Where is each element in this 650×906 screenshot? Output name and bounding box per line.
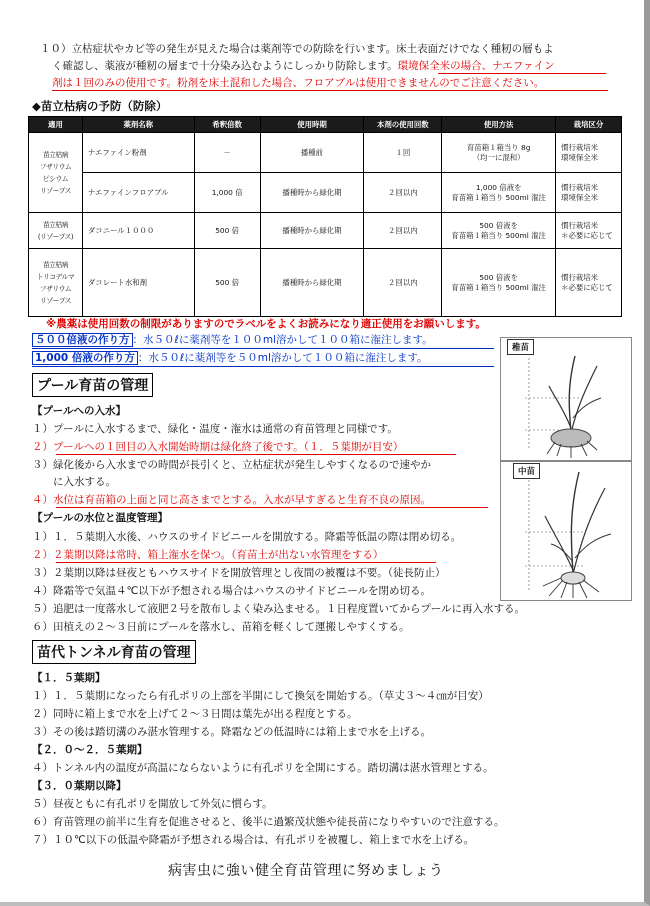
table-row [29, 173, 622, 213]
count-cell: ２回以内 [364, 213, 442, 249]
dilution-500-underline [32, 348, 494, 349]
pool-item-underline [56, 507, 488, 508]
intro-line-3: 剤は１回のみの使用です。粉剤を床土混和した場合、フロアブルは使用できませんのでご注意ください。 [52, 77, 545, 89]
dilution-cell: 500 倍 [194, 249, 260, 317]
method-cell [442, 173, 556, 213]
tunnel-sub-heading-1: 【１．５葉期】 [32, 672, 106, 684]
apply-text: フザリウム [39, 284, 72, 293]
pool-item: ５）追肥は一度落水して液肥２号を散布しよく染み込ませる。１日程度置いてからプールに再入水する。 [32, 603, 525, 615]
class-line: 慣行栽培米 [561, 272, 599, 282]
apply-cell [29, 249, 83, 317]
timing-cell: 播種前 [260, 133, 364, 173]
table-header-row [29, 117, 622, 133]
method-cell [442, 133, 556, 173]
header-timing: 使用時期 [260, 117, 364, 133]
method-line: 育苗箱１箱当り 8g [466, 142, 531, 152]
timing-cell: 播種時から緑化期 [260, 213, 364, 249]
pool-item: ４）降霜等で気温４℃以下が予想される場合はハウスのサイドビニールを閉め切る。 [32, 585, 432, 597]
count-cell: ２回以内 [364, 173, 442, 213]
header-apply: 適用 [29, 117, 83, 133]
pool-item-red: ２）２葉期以降は常時、箱上潅水を保つ。（育苗土が出ない水管理をする） [32, 549, 384, 561]
method-line: 500 倍液を [479, 220, 518, 230]
table-row [29, 249, 622, 317]
dilution-1000-label: 1,000 倍液の作り方 [32, 351, 138, 365]
tunnel-item: ２）同時に箱上まで水を上げて２～３日間は葉先が出る程度とする。 [32, 708, 358, 720]
apply-text: ピシウム [42, 174, 69, 183]
usage-notice: ※農薬は使用回数の制限がありますのでラベルをよくお読みになり適正使用をお願いします。 [46, 318, 486, 330]
class-line: 環境保全米 [561, 192, 599, 202]
young-seedling-drawing [501, 338, 631, 460]
apply-text: (リゾープス) [37, 232, 74, 241]
method-line: 育苗箱１箱当り 500ml 潅注 [451, 230, 546, 240]
dilution-1000-underline [32, 366, 494, 367]
method-cell [442, 249, 556, 317]
apply-text: リゾープス [40, 296, 71, 305]
intro-line-1: １０）立枯症状やカビ等の発生が見えた場合は薬剤等での防除を行います。床土表面だけでなく種籾の層もよ [40, 43, 554, 55]
class-cell [556, 133, 622, 173]
pool-item: ３）２葉期以降は昼夜ともハウスサイドを開放管理とし夜間の被覆は不要。（徒長防止） [32, 567, 446, 579]
pool-item: ３）緑化後から入水までの時間が長引くと、立枯症状が発生しやすくなるので速やか [32, 459, 431, 471]
pool-item-underline [56, 454, 456, 455]
count-cell: １回 [364, 133, 442, 173]
class-line: 環境保全米 [561, 152, 599, 162]
table-row [29, 133, 622, 173]
seedling-label-1: 稚苗 [507, 339, 534, 355]
method-line: 育苗箱１箱当り 500ml 潅注 [451, 192, 546, 202]
apply-text: 苗立枯病 [42, 150, 69, 159]
tunnel-item: ６）育苗管理の前半に生育を促進させると、後半に過繁茂状態や徒長苗になりやすいので注意する。 [32, 816, 505, 828]
section-title: ◆苗立枯病の予防（防除） [32, 99, 168, 113]
pool-item: に入水する。 [32, 476, 116, 488]
pool-section-title: プール育苗の管理 [32, 373, 153, 397]
pool-item-red: ２）プールへの１回目の入水開始時期は緑化終了後です。（１．５葉期が目安） [32, 441, 404, 453]
class-line: 慣行栽培米 [561, 182, 599, 192]
method-line: 育苗箱１箱当り 500ml 潅注 [451, 282, 546, 292]
tunnel-item: １）１．５葉期になったら有孔ポリの上部を半開にして換気を開始する。（草丈３～４㎝が目安） [32, 690, 489, 702]
middle-seedling-drawing [501, 462, 631, 600]
header-count: 本剤の使用回数 [364, 117, 442, 133]
class-line: ＊必要に応じて [561, 282, 613, 292]
method-line: 1,000 倍液を [475, 182, 522, 192]
drug-name: ナエファインフロアブル [82, 173, 194, 213]
method-line: 500 倍液を [479, 272, 518, 282]
tunnel-item: ３）その後は踏切溝のみ湛水管理する。降霜などの低温時には箱上まで水を上げる。 [32, 726, 431, 738]
class-cell [556, 249, 622, 317]
apply-text: 苗立枯病 [42, 220, 69, 229]
dilution-500-text: ：水５０ℓに薬剤等を１００ml溶かして１００箱に潅注します。 [132, 334, 433, 346]
dilution-cell: 500 倍 [194, 213, 260, 249]
pool-item-red: ４）水位は育苗箱の上面と同じ高さまでとする。入水が早すぎると生育不良の原因。 [32, 494, 431, 506]
header-name: 薬剤名称 [82, 117, 194, 133]
class-line: ＊必要に応じて [561, 230, 613, 240]
seedling-figure-1 [500, 337, 632, 461]
tunnel-item: ５）昼夜ともに有孔ポリを開放して外気に慣らす。 [32, 798, 273, 810]
pool-sub-heading-1: 【プールへの入水】 [32, 405, 126, 417]
timing-cell: 播種時から緑化期 [260, 173, 364, 213]
class-line: 慣行栽培米 [561, 220, 599, 230]
drug-name: ダコレート水和剤 [82, 249, 194, 317]
seedling-figure-2 [500, 461, 632, 601]
count-cell: ２回以内 [364, 249, 442, 317]
tunnel-section-title: 苗代トンネル育苗の管理 [32, 640, 196, 664]
footer-slogan: 病害虫に強い健全育苗管理に努めましょう [168, 863, 444, 879]
tunnel-item: ７）１０℃以下の低温や降霜が予想される場合は、有孔ポリを被覆し、箱上まで水を上げる。 [32, 834, 475, 846]
pool-item: １）１．５葉期入水後、ハウスのサイドビニールを開放する。降霜等低温の際は閉め切る。 [32, 531, 462, 543]
dilution-1000 [32, 351, 428, 365]
tunnel-sub-heading-3: 【３．０葉期以降】 [32, 780, 127, 792]
intro-line-2-red: 環境保全米の場合、ナエファイン [397, 60, 555, 72]
header-method: 使用方法 [442, 117, 556, 133]
intro-underline-b [52, 90, 608, 91]
pool-sub-heading-2: 【プールの水位と温度管理】 [32, 512, 168, 524]
apply-text: リゾープス [40, 186, 71, 195]
drug-name: ナエファイン粉剤 [82, 133, 194, 173]
tunnel-sub-heading-2: 【２．０～２．５葉期】 [32, 744, 148, 756]
drug-name: ダコニール１０００ [82, 213, 194, 249]
apply-text: トリコデルマ [36, 272, 75, 281]
seedling-label-2: 中苗 [513, 463, 540, 479]
timing-cell: 播種時から緑化期 [260, 249, 364, 317]
class-line: 慣行栽培米 [561, 142, 599, 152]
intro-line-2-normal: く確認し、薬液が種籾の層まで十分染み込むようにしっかり防除します。 [52, 60, 398, 72]
dilution-500-label: ５００倍液の作り方 [32, 333, 133, 347]
class-cell [556, 213, 622, 249]
pool-item-underline [56, 562, 436, 563]
class-cell [556, 173, 622, 213]
dilution-cell: 1,000 倍 [194, 173, 260, 213]
pool-item: ６）田植えの２～３日前にプールを落水し、苗箱を軽くして運搬しやすくする。 [32, 621, 410, 633]
intro-underline-a [438, 73, 606, 74]
dilution-cell: － [194, 133, 260, 173]
pesticide-table [28, 116, 622, 317]
dilution-500 [32, 333, 433, 347]
tunnel-item: ４）トンネル内の温度が高温にならないように有孔ポリを全開にする。踏切溝は湛水管理とする。 [32, 762, 494, 774]
intro-line-2 [52, 59, 555, 73]
method-cell [442, 213, 556, 249]
table-row [29, 213, 622, 249]
apply-text: 苗立枯病 [42, 260, 69, 269]
method-line: （均一に混和） [472, 152, 525, 162]
header-class: 栽培区分 [556, 117, 622, 133]
header-dilution: 希釈倍数 [194, 117, 260, 133]
dilution-1000-text: ：水５０ℓに薬剤等を５０ml溶かして１００箱に潅注します。 [137, 352, 428, 364]
pool-item: １）プールに入水するまで、緑化・温度・潅水は通常の育苗管理と同様です。 [32, 423, 398, 435]
apply-cell [29, 213, 83, 249]
apply-text: フザリウム [39, 162, 72, 171]
apply-cell [29, 133, 83, 213]
